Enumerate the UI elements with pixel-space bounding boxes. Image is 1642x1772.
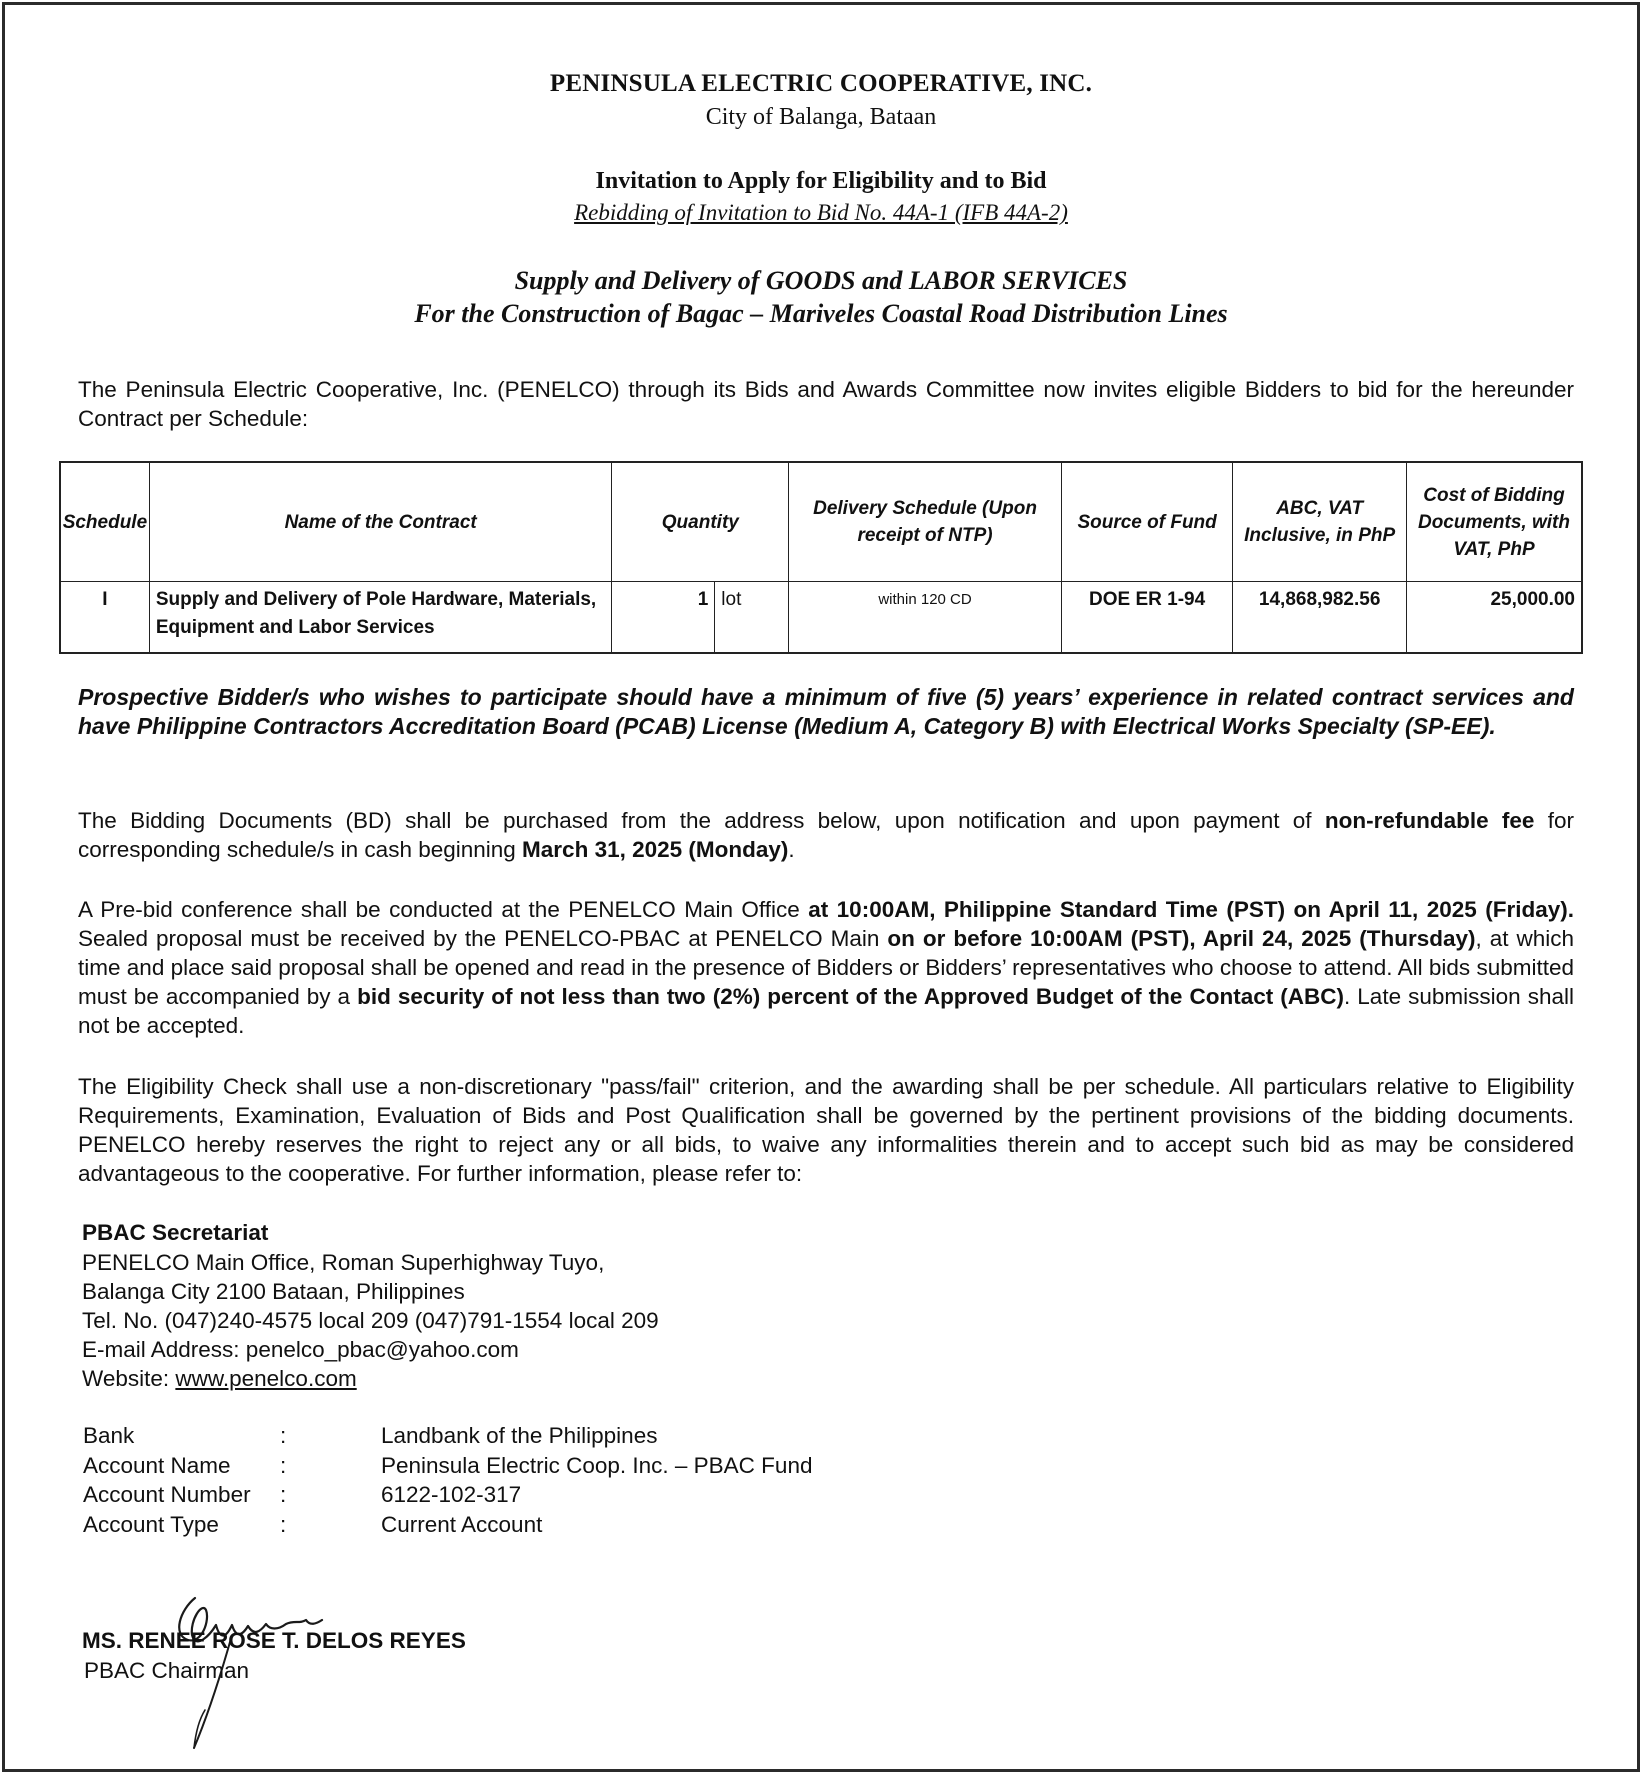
bd-text-1: The Bidding Documents (BD) shall be purchased from the address below, upon notification and upon payment of xyxy=(78,808,1325,833)
cell-abc: 14,868,982.56 xyxy=(1233,582,1407,654)
bank-row xyxy=(83,1512,812,1542)
prebid-bold-2: on or before 10:00AM (PST), April 24, 2025 (Thursday) xyxy=(887,926,1476,951)
header-cost: Cost of Bidding Documents, with VAT, PhP xyxy=(1406,462,1582,582)
prebid-paragraph xyxy=(78,895,1574,1040)
prebid-text-2: Sealed proposal must be received by the PENELCO-PBAC at PENELCO Main xyxy=(78,926,888,951)
website-label: Website: xyxy=(82,1366,176,1391)
contact-website-line xyxy=(82,1364,357,1393)
cell-cost: 25,000.00 xyxy=(1406,582,1582,654)
header-quantity: Quantity xyxy=(612,462,789,582)
header-contract: Name of the Contract xyxy=(149,462,612,582)
website-link[interactable]: www.penelco.com xyxy=(175,1366,357,1391)
bd-bold-date: March 31, 2025 (Monday) xyxy=(522,837,789,862)
header-source: Source of Fund xyxy=(1061,462,1233,582)
cell-schedule: I xyxy=(60,582,149,654)
prospective-bidders-paragraph: Prospective Bidder/s who wishes to participate should have a minimum of five (5) years’ experience in related contract services and have Philippine Contractors Accreditation Board (PCAB) License (Medium A, Category B) with Electrical Works Specialty (SP-EE). xyxy=(78,684,1574,739)
cell-unit: lot xyxy=(715,582,789,654)
cell-contract: Supply and Delivery of Pole Hardware, Materials, Equipment and Labor Services xyxy=(149,582,612,654)
contact-address-1: PENELCO Main Office, Roman Superhighway Tuyo, xyxy=(82,1250,605,1275)
prebid-text-1: A Pre-bid conference shall be conducted at the PENELCO Main Office xyxy=(78,897,809,922)
bank-details xyxy=(83,1423,812,1541)
bank-sep: : xyxy=(280,1511,287,1537)
bank-label: Account Type xyxy=(83,1511,219,1537)
cell-quantity: 1 xyxy=(612,582,715,654)
prebid-bold-3: bid security of not less than two (2%) percent of the Approved Budget of the Contact (ABC) xyxy=(357,984,1344,1009)
bd-text-3: . xyxy=(788,837,795,862)
bank-value: Current Account xyxy=(381,1511,543,1537)
subject-line-1: Supply and Delivery of GOODS and LABOR SERVICES xyxy=(514,266,1128,295)
bd-text-2: for corresponding schedule/s in cash beginning xyxy=(78,808,1575,862)
bank-label: Bank xyxy=(83,1423,135,1448)
invitation-title: Invitation to Apply for Eligibility and to Bid xyxy=(595,168,1047,194)
bank-value: Landbank of the Philippines xyxy=(381,1423,658,1448)
prebid-bold-1: at 10:00AM, Philippine Standard Time (PST) on April 11, 2025 (Friday). xyxy=(808,897,1574,922)
signatory-role: PBAC Chairman xyxy=(84,1658,250,1683)
bd-bold-fee: non-refundable fee xyxy=(1324,808,1535,833)
contact-email: E-mail Address: penelco_pbac@yahoo.com xyxy=(82,1337,519,1362)
prebid-text-3: , at which time and place said proposal shall be opened and read in the presence of Bidders or Bidders’ representatives who choose to attend. All bids submitted must be accompanied by a xyxy=(78,926,1574,1009)
table-header-row xyxy=(60,462,1582,582)
contact-address-2: Balanga City 2100 Bataan, Philippines xyxy=(82,1279,465,1304)
org-city: City of Balanga, Bataan xyxy=(705,104,937,130)
bank-label: Account Name xyxy=(83,1452,231,1478)
eligibility-paragraph: The Eligibility Check shall use a non-discretionary "pass/fail" criterion, and the awarding shall be per schedule. All particulars relative to Eligibility Requirements, Examination, Evaluation of Bids and Post Qualification shall be governed by the pertinent provisions of the bidding documents. PENELCO hereby reserves the right to reject any or all bids, to waive any informalities therein and to accept such bid as may be considered advantageous to the cooperative. For further information, please refer to: xyxy=(78,1074,1574,1186)
bank-row xyxy=(83,1453,812,1483)
bank-value: 6122-102-317 xyxy=(381,1482,522,1507)
org-name: PENINSULA ELECTRIC COOPERATIVE, INC. xyxy=(549,70,1093,97)
signatory-name: MS. RENEE ROSE T. DELOS REYES xyxy=(82,1628,466,1653)
contract-table xyxy=(59,461,1583,654)
intro-paragraph: The Peninsula Electric Cooperative, Inc. (PENELCO) through its Bids and Awards Committee now invites eligible Bidders to bid for the hereunder Contract per Schedule: xyxy=(78,377,1574,431)
bank-value: Peninsula Electric Coop. Inc. – PBAC Fund xyxy=(381,1452,813,1478)
contact-title: PBAC Secretariat xyxy=(82,1220,269,1245)
bidding-documents-paragraph xyxy=(78,806,1574,864)
bank-sep: : xyxy=(280,1452,287,1478)
bank-sep: : xyxy=(280,1482,287,1507)
header-delivery: Delivery Schedule (Upon receipt of NTP) xyxy=(789,462,1062,582)
subject-line-2: For the Construction of Bagac – Mariveles Coastal Road Distribution Lines xyxy=(414,299,1228,328)
contact-tel: Tel. No. (047)240-4575 local 209 (047)791-1554 local 209 xyxy=(82,1308,659,1333)
cell-source: DOE ER 1-94 xyxy=(1061,582,1233,654)
header-schedule: Schedule xyxy=(60,462,149,582)
bank-sep: : xyxy=(280,1423,287,1448)
bank-row xyxy=(83,1423,812,1453)
header-abc: ABC, VAT Inclusive, in PhP xyxy=(1233,462,1407,582)
table-row xyxy=(60,582,1582,654)
rebidding-reference: Rebidding of Invitation to Bid No. 44A-1 (IFB 44A-2) xyxy=(574,200,1068,225)
prebid-text-4: . Late submission shall not be accepted. xyxy=(78,984,1574,1038)
bank-label: Account Number xyxy=(83,1482,251,1507)
bank-row xyxy=(83,1482,812,1512)
cell-delivery: within 120 CD xyxy=(789,582,1062,654)
